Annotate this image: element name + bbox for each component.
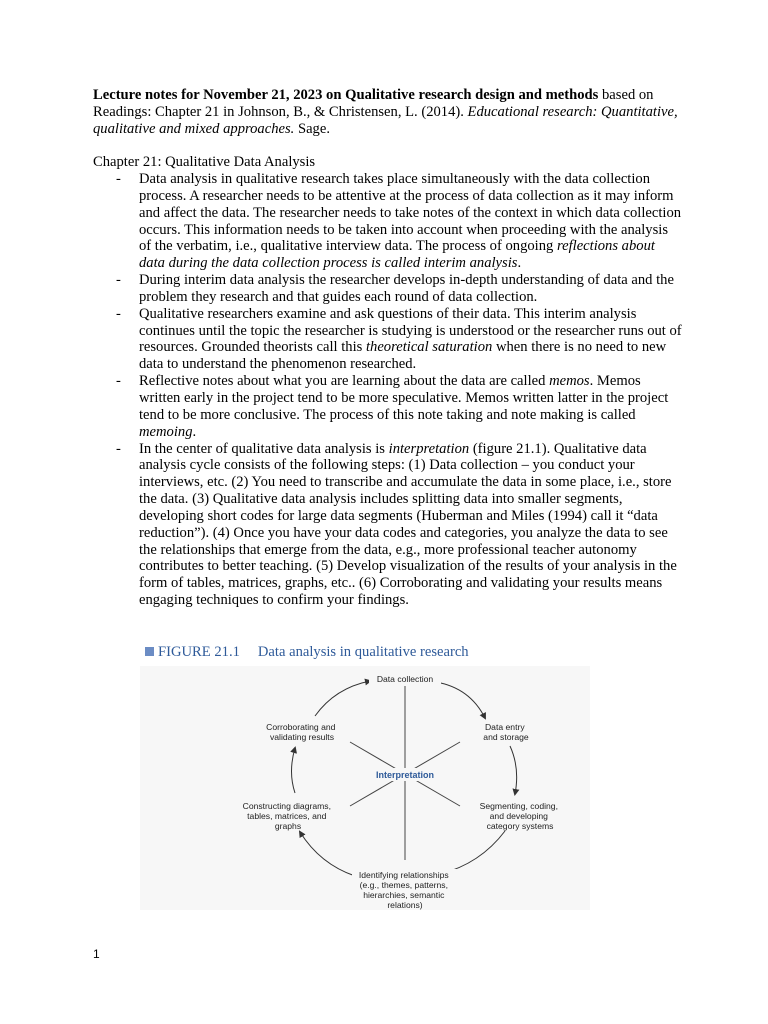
page-number: 1 — [93, 947, 100, 961]
bullet-dash: - — [116, 440, 121, 457]
bullet-dash: - — [116, 272, 121, 289]
cycle-diagram-svg — [140, 666, 590, 910]
arrow-diagrams-to-corroborating — [292, 748, 296, 793]
figure-caption — [145, 644, 469, 661]
list-item — [93, 441, 683, 609]
list-item — [93, 306, 683, 373]
bullet-emphasis: interpretation — [388, 440, 470, 457]
heading-citation-text: based on Readings: Chapter 21 in Johnson, B., & Christensen, L. (2014). — [93, 87, 654, 120]
bullet-dash: - — [116, 305, 121, 322]
bullet-emphasis: memos — [549, 373, 590, 390]
node-segmenting: Segmenting, coding, and developing category systems — [479, 801, 558, 831]
bullet-text: Qualitative researchers examine and ask questions of their data. This interim analysis continues until the topic the researcher is studying is understood or the researcher runs out of resources. Grounded theorists call this — [139, 305, 682, 356]
arrow-segmenting-to-relationships — [440, 831, 505, 874]
bullet-dash: - — [116, 373, 121, 390]
bullet-emphasis: theoretical saturation — [365, 339, 493, 356]
bullet-list — [93, 171, 683, 609]
bullet-text: . — [192, 423, 197, 440]
figure-title: Data analysis in qualitative research — [257, 644, 469, 660]
bullet-text: . — [517, 255, 522, 272]
node-identifying-relationships: Identifying relationships (e.g., themes, patterns, hierarchies, semantic relations) — [358, 870, 449, 910]
list-item — [93, 373, 683, 440]
arrow-corroborating-to-collection — [315, 681, 370, 716]
bullet-text: During interim data analysis the researcher develops in-depth understanding of data and the problem they research and that guides each round of data collection. — [139, 272, 674, 305]
cycle-diagram — [140, 666, 590, 910]
node-corroborating: Corroborating and validating results — [266, 722, 336, 742]
bullet-text: . Memos written early in the project tend to be more speculative. Memos written latter in the project tend to be more conclusive. The process of this note taking and note making is called — [139, 373, 669, 423]
heading-bold-title: Lecture notes for November 21, 2023 on Qualitative research design and methods — [93, 87, 599, 103]
list-item — [93, 272, 683, 306]
bullet-text: In the center of qualitative data analysis is — [139, 440, 389, 457]
node-data-entry: Data entry and storage — [483, 722, 529, 742]
chapter-title: Chapter 21: Qualitative Data Analysis — [93, 154, 316, 170]
heading-publisher: Sage. — [294, 121, 330, 137]
arrow-collection-to-entry — [436, 682, 485, 718]
bullet-text: (figure 21.1). Qualitative data analysis cycle consists of the following steps: (1) Data collection – you conduct your interviews, etc. (2) You need to transcribe and accumulate the data in some place, i.e., store the data. (3) Qualitative data analysis includes splitting data into smaller segments, developing short codes for large data segments (Huberman and Miles (1994) call it “data reduction”). (4) Once you have your data codes and categories, you analyze the data to see the relationships that emerge from the data, e.g., more professional teacher autonomy contributes to better teaching. (5) Develop visualization of the results of your analysis in the form of tables, matrices, graphs, etc.. (6) Corroborating and validating your results means engaging techniques to confirm your findings. — [139, 440, 677, 609]
node-constructing-diagrams: Constructing diagrams, tables, matrices, and graphs — [242, 801, 331, 831]
bullet-text: Reflective notes about what you are learning about the data are called — [139, 373, 550, 390]
bullet-dash: - — [116, 171, 121, 187]
bullet-emphasis: reflections about data during the data collection process is called interim analysis — [139, 238, 655, 272]
square-bullet-icon — [145, 647, 154, 656]
arrow-entry-to-segmenting — [510, 746, 517, 794]
center-interpretation: Interpretation — [375, 770, 435, 780]
bullet-text: when there is no need to new data to understand the phenomenon researched. — [139, 339, 667, 373]
figure-number: FIGURE 21.1 — [158, 644, 240, 660]
bullet-text: Data analysis in qualitative research takes place simultaneously with the data collection process. A researcher needs to be attentive at the process of data collection as it may inform and affect the data. The researcher needs to take notes of the context in which data collection occurs. This information needs to be taken into account when proceeding with the analysis of the verbatim, i.e., qualitative interview data. The process of ongoing — [139, 171, 682, 255]
arrow-relationships-to-diagrams — [300, 832, 355, 876]
list-item — [93, 171, 683, 272]
node-data-collection: Data collection — [376, 674, 434, 684]
heading-book-title: Educational research: Quantitative, qualitative and mixed approaches. — [93, 104, 678, 137]
document-heading — [93, 87, 683, 138]
bullet-emphasis: memoing — [139, 423, 193, 440]
